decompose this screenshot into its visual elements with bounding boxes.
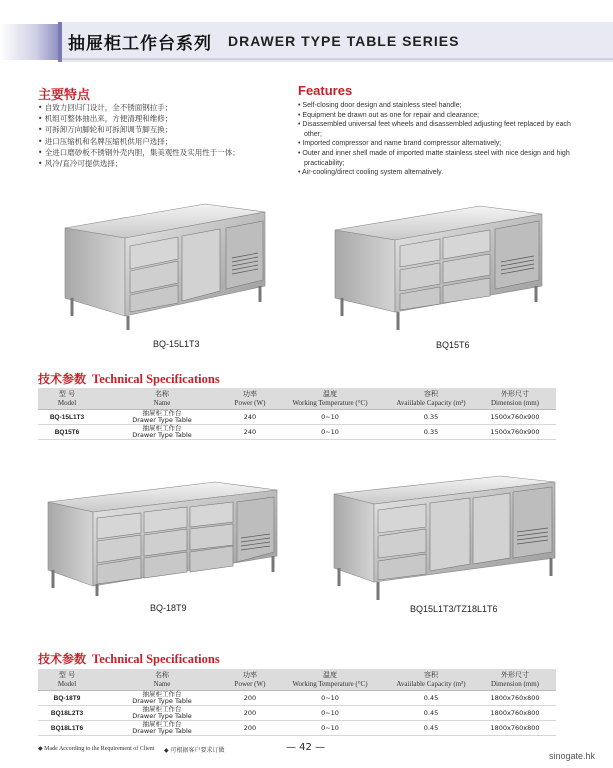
feature-item-en: • Disassembled universal feet wheels and disassembled adjusting feet replaced by each other;	[298, 121, 571, 138]
feature-item-en: • Imported compressor and name brand compressor alternatively;	[298, 140, 502, 148]
cell-model: BQ-15L1T3	[38, 410, 96, 425]
cell-temp: 0~10	[272, 721, 388, 736]
feature-item-cn: • 自致力回归门设计，全不锈面钢拉手；	[38, 103, 173, 112]
cell-model: BQ-18T9	[38, 691, 96, 706]
column-header: 温度 Working Temperature (°C)	[272, 388, 388, 410]
cell-temp: 0~10	[272, 410, 388, 425]
cell-capacity: 0.35	[388, 410, 474, 425]
column-header: 外形尺寸 Dimension (mm)	[474, 388, 556, 410]
feature-item-en: • Self-closing door design and stainless steel handle;	[298, 102, 462, 109]
features-heading-cn: 主要特点	[38, 88, 91, 103]
page-title-en: DRAWER TYPE TABLE SERIES	[228, 33, 460, 49]
feature-item-cn: • 风冷/直冷可提供选择；	[38, 159, 123, 169]
cell-temp: 0~10	[272, 691, 388, 706]
page-header	[0, 0, 613, 62]
column-header: 温度 Working Temperature (°C)	[272, 669, 388, 691]
cell-power: 200	[228, 706, 272, 721]
spec-heading-1	[38, 370, 220, 387]
cell-name: 抽屉柜工作台 Drawer Type Table	[96, 425, 228, 440]
cell-name: 抽屉柜工作台 Drawer Type Table	[96, 410, 228, 425]
cell-temp: 0~10	[272, 706, 388, 721]
cell-capacity: 0.45	[388, 706, 474, 721]
cell-power: 240	[228, 425, 272, 440]
header-rule	[62, 58, 613, 60]
column-header: 外形尺寸 Dimension (mm)	[474, 669, 556, 691]
cell-model: BQ18L2T3	[38, 706, 96, 721]
cell-power: 200	[228, 721, 272, 736]
footer-note-en: ◆ Made According to the Requirement of Client	[38, 746, 155, 752]
cell-dimension: 1800x760x800	[474, 721, 556, 736]
spec-heading-2	[38, 650, 220, 667]
feature-item-cn: • 机组可整体抽出来，方便清理和维修；	[38, 114, 173, 124]
feature-item-cn: • 全进口磨砂板不锈钢外壳内胆，集美观性及实用性于一体；	[38, 147, 240, 157]
cell-model: BQ15T6	[38, 425, 96, 440]
table-row	[38, 706, 556, 721]
column-header: 容积 Avaiilable Capacity (m³)	[388, 388, 474, 410]
table-row	[38, 410, 556, 425]
spec-heading-en: Technical Specifications	[92, 372, 220, 386]
table-row	[38, 691, 556, 706]
cell-name: 抽屉柜工作台 Drawer Type Table	[96, 691, 228, 706]
product-image-bq15l1t3-tz18l1t6	[330, 472, 558, 604]
feature-item-cn: • 可拆卸万向脚轮和可拆卸调节脚互换；	[38, 125, 173, 135]
feature-item-en: • Air-cooling/direct cooling system alternatively.	[298, 169, 444, 177]
column-header: 型 号 Model	[38, 669, 96, 691]
watermark-brand: sinogate.hk	[549, 751, 596, 761]
footer-note-cn: ◆ 可根据客户要求订做	[164, 747, 225, 754]
table-row	[38, 721, 556, 736]
product-caption: BQ-15L1T3	[153, 339, 200, 349]
feature-item-cn: • 进口压缩机和名牌压缩机供用户选择；	[38, 136, 173, 146]
features-list-en	[298, 101, 578, 178]
cell-power: 240	[228, 410, 272, 425]
cell-model: BQ18L1T6	[38, 721, 96, 736]
column-header: 功率 Power (W)	[228, 669, 272, 691]
product-image-bq18t9	[45, 478, 280, 598]
column-header: 名称 Name	[96, 388, 228, 410]
cell-capacity: 0.45	[388, 691, 474, 706]
cell-power: 200	[228, 691, 272, 706]
cell-temp: 0~10	[272, 425, 388, 440]
column-header: 容积 Avaiilable Capacity (m³)	[388, 669, 474, 691]
cell-dimension: 1500x760x900	[474, 425, 556, 440]
spec-heading-en: Technical Specifications	[92, 652, 220, 666]
product-image-bq15t6	[330, 200, 545, 335]
spec-table-2	[38, 669, 556, 736]
product-caption: BQ15L1T3/TZ18L1T6	[410, 604, 498, 614]
features-heading-en: Features	[298, 83, 353, 98]
page-number: — 42 —	[286, 742, 326, 753]
features-list-cn	[38, 102, 288, 169]
cell-name: 抽屉柜工作台 Drawer Type Table	[96, 706, 228, 721]
product-caption: BQ-18T9	[150, 603, 187, 613]
column-header: 名称 Name	[96, 669, 228, 691]
cell-name: 抽屉柜工作台 Drawer Type Table	[96, 721, 228, 736]
cell-dimension: 1500x760x900	[474, 410, 556, 425]
cell-dimension: 1800x760x800	[474, 691, 556, 706]
feature-item-en: • Equipment be drawn out as one for repair and clearance;	[298, 111, 480, 119]
table-row	[38, 425, 556, 440]
column-header: 功率 Power (W)	[228, 388, 272, 410]
spec-table-1	[38, 388, 556, 440]
cell-dimension: 1800x760x800	[474, 706, 556, 721]
header-gradient	[0, 24, 60, 60]
column-header: 型 号 Model	[38, 388, 96, 410]
feature-item-en: • Outer and inner shell made of imported matte stainless steel with nice design and high practicability;	[298, 149, 570, 167]
product-caption: BQ15T6	[436, 340, 470, 350]
spec-heading-cn: 技术参数	[38, 652, 87, 666]
product-image-bq15l1t3	[60, 198, 270, 333]
cell-capacity: 0.35	[388, 425, 474, 440]
table-header-row	[38, 669, 556, 691]
cell-capacity: 0.45	[388, 721, 474, 736]
page-title-cn: 抽屉柜工作台系列	[68, 34, 212, 54]
table-header-row	[38, 388, 556, 410]
spec-heading-cn: 技术参数	[38, 372, 87, 386]
